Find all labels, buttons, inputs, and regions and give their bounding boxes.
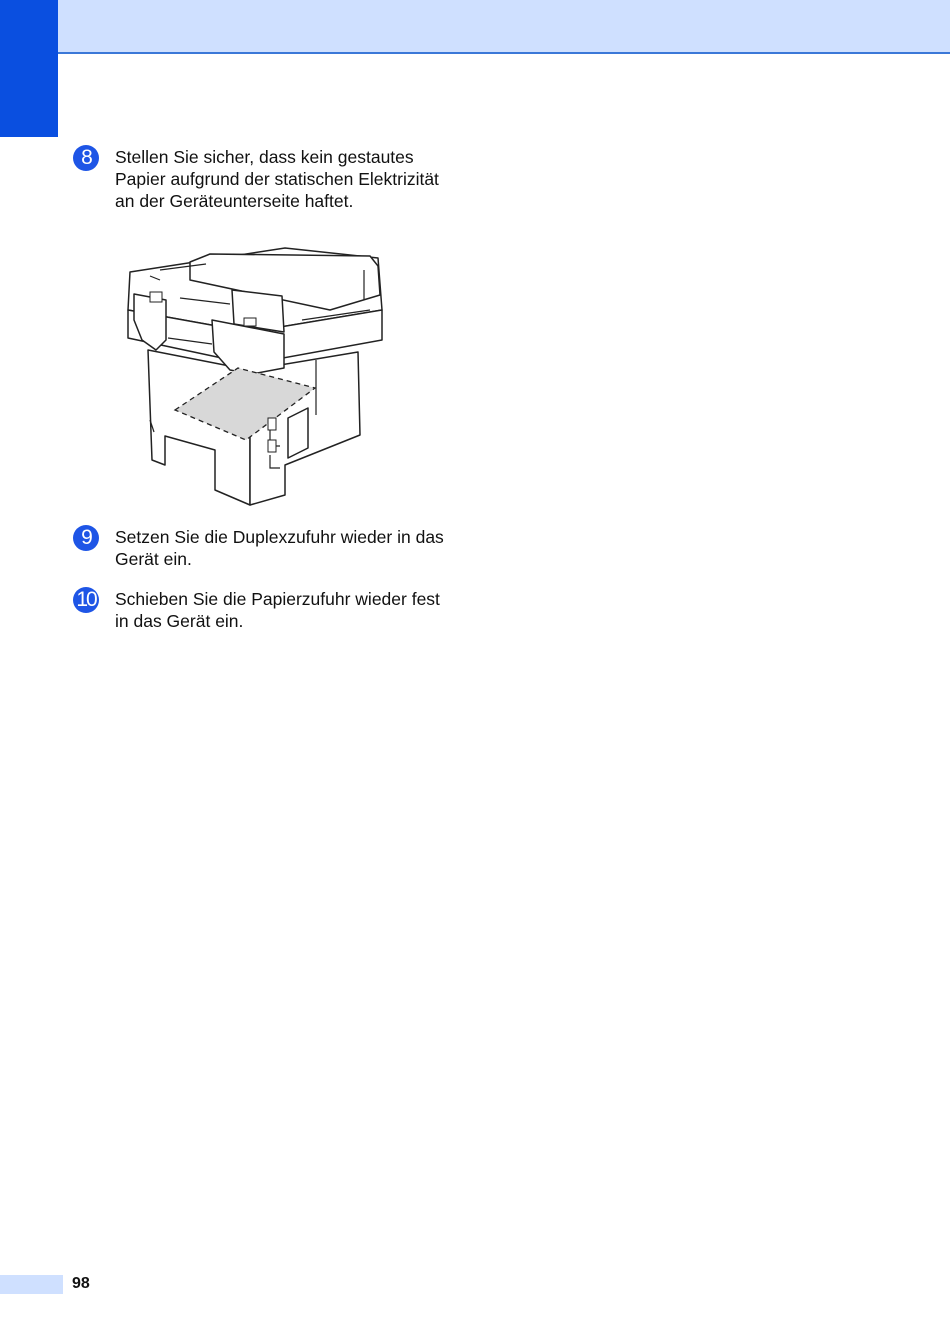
step-number-badge: 10 <box>73 587 99 613</box>
step-number-badge: 9 <box>73 525 99 551</box>
footer-band <box>0 1275 63 1294</box>
step-text: Setzen Sie die Duplexzufuhr wieder in das Gerät ein. <box>115 527 444 569</box>
step-number-badge: 8 <box>73 145 99 171</box>
page-number: 98 <box>72 1275 90 1292</box>
step-text: Stellen Sie sicher, dass kein gestautes Papier aufgrund der statischen Elektrizität an der Geräteunterseite haftet. <box>115 147 439 211</box>
printer-underside-illustration <box>120 240 390 510</box>
chapter-tab <box>0 0 58 137</box>
step-text: Schieben Sie die Papierzufuhr wieder fest in das Gerät ein. <box>115 589 440 631</box>
header-band <box>0 0 950 54</box>
